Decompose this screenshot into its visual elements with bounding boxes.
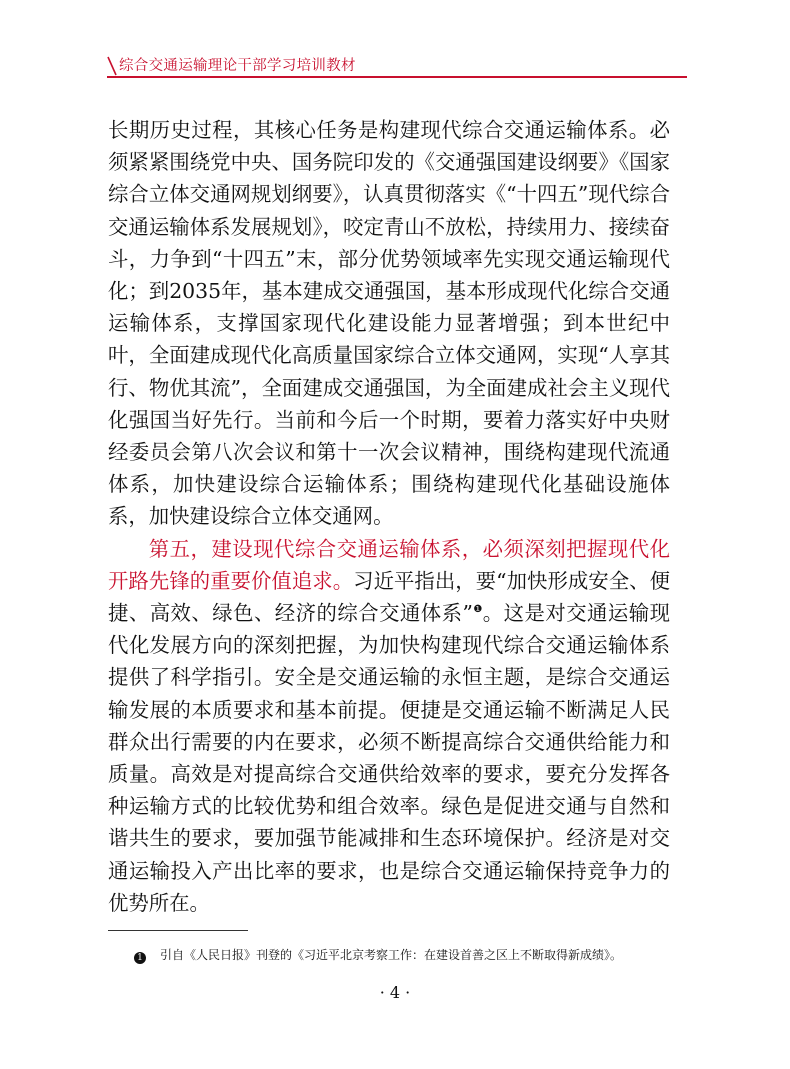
page-number: · 4 · (379, 983, 411, 1002)
running-header-title: 综合交通运输理论干部学习培训教材 (119, 58, 356, 74)
quote-lead: 习近平指出，要“加快形成安全、便捷、高效、绿色、经济的综合交通体系” (108, 568, 670, 626)
footnote-rule (108, 930, 248, 931)
paragraph-2-rest: 。这是对交通运输现代化发展方向的深刻把握，为加快构建现代综合交通运输体系提供了科学指引。安全是交通运输的永恒主题，是综合交通运输发展的本质要求和基本前提。便捷是交通运输不断满足人民群众出行需要的内在要求，必须不断提高综合交通供给能力和质量。高效是对提高综合交通供给效率的要求，要充分发挥各种运输方式的比较优势和组合效率。绿色是促进交通与自然和谐共生的要求，要加强节能减排和生态环境保护。经济是对交通运输投入产出比率的要求，也是综合交通运输保持竞争力的优势所在。 (108, 601, 670, 915)
footnote (134, 946, 674, 964)
running-header (107, 50, 687, 78)
paragraph-2 (108, 533, 670, 919)
footnote-marker: 1 (134, 952, 146, 964)
header-slash-mark (107, 56, 117, 76)
emphasis-heading: 第五，建设现代综合交通运输体系，必须深刻把握现代化开路先锋的重要价值追求。 (108, 536, 670, 593)
header-rule (107, 76, 687, 78)
body-text (108, 114, 670, 919)
paragraph-1: 长期历史过程，其核心任务是构建现代综合交通运输体系。必须紧紧围绕党中央、国务院印发的《交通强国建设纲要》《国家综合立体交通网规划纲要》，认真贯彻落实《“十四五”现代综合交通运输体系发展规划》，咬定青山不放松，持续用力、接续奋斗，力争到“十四五”末，部分优势领域率先实现交通运输现代化；到2035年，基本建成交通强国，基本形成现代化综合交通运输体系，支撑国家现代化建设能力显著增强；到本世纪中叶，全面建成现代化高质量国家综合立体交通网，实现“人享其行、物优其流”，全面建成交通强国，为全面建成社会主义现代化强国当好先行。当前和今后一个时期，要着力落实好中央财经委员会第八次会议和第十一次会议精神，围绕构建现代流通体系，加快建设综合运输体系；围绕构建现代化基础设施体系，加快建设综合立体交通网。 (108, 118, 670, 529)
footnote-reference[interactable]: ❶ (472, 604, 483, 616)
footnote-text: 引自《人民日报》刊登的《习近平北京考察工作：在建设首善之区上不断取得新成绩》。 (160, 948, 623, 962)
